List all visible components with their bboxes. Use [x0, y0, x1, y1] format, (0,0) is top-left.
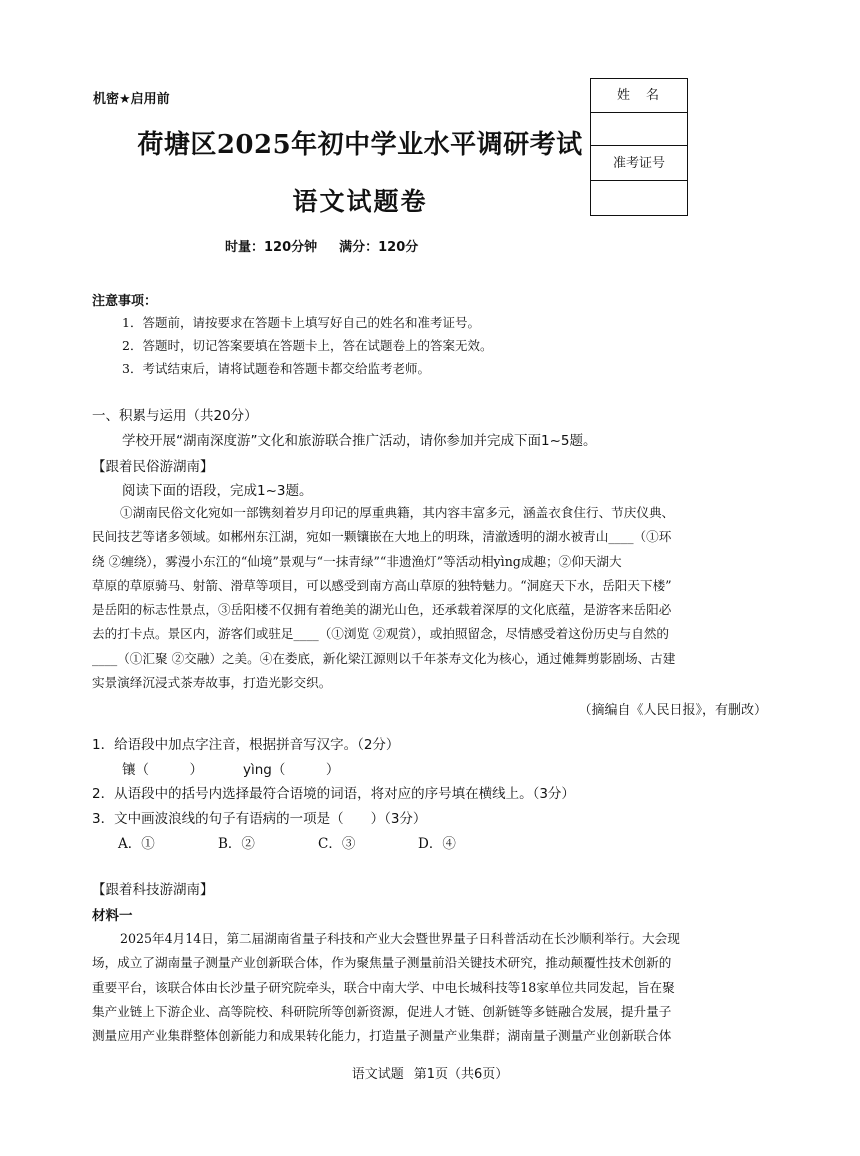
notice-heading: 注意事项：: [92, 294, 158, 309]
q1-character-blank: yìng（ ）: [243, 762, 340, 778]
passage-source: （摘编自《人民日报》，有删改）: [578, 703, 767, 718]
passage-line: 去的打卡点。景区内，游客们或驻足____（①浏览 ②观赏），或拍照留念，尽情感受着这份历史与自然的: [92, 626, 670, 642]
page-footer: [0, 1063, 860, 1082]
reading-passage: [92, 501, 772, 695]
passage-line: ____（①汇聚 ②交融）之美。④在娄底，新化梁江源则以千年茶寿文化为核心，通过傩舞剪影剧场、古建: [92, 650, 676, 666]
passage-line: 实景演绎沉浸式茶寿故事，打造光影交织。: [92, 675, 332, 691]
candidate-info-box: [590, 78, 688, 216]
question-2: 2．从语段中的括号内选择最符合语境的词语，将对应的序号填在横线上。（3分）: [92, 786, 575, 802]
material-line: 集产业链上下游企业、高等院校、科研院所等创新资源，促进人才链、创新链等多链融合发展，提升量子: [92, 1003, 672, 1019]
question-3: 3．文中画波浪线的句子有语病的一项是（ ）（3分）: [92, 811, 427, 827]
confidential-mark: 机密★启用前: [93, 92, 170, 107]
notice-item: 1．答题前，请按要求在答题卡上填写好自己的姓名和准考证号。: [122, 315, 480, 330]
time-limit: 时量：120分钟: [225, 240, 318, 255]
passage-line: 是岳阳的标志性景点，③岳阳楼不仅拥有着绝美的湖光山色，还承载着深厚的文化底蕴，是游客来岳阳必: [92, 602, 672, 618]
exam-number-field[interactable]: [591, 181, 687, 215]
notice-list: [122, 311, 492, 380]
section-heading: 一、积累与运用（共20分）: [92, 408, 258, 424]
exam-number-label: 准考证号: [591, 146, 687, 181]
material-line: 测量应用产业集群整体创新能力和成果转化能力，打造量子测量产业集群；湖南量子测量产业创新联合体: [92, 1028, 672, 1044]
passage-line: 草原的草原骑马、射箭、滑草等项目，可以感受到南方高山草原的独特魅力。“洞庭天下水，岳阳天下楼”: [92, 577, 672, 593]
option-a: A．①: [118, 836, 155, 852]
part-heading-folk: 【跟着民俗游湖南】: [92, 459, 214, 475]
option-b: B．②: [218, 836, 255, 852]
notice-item: 3．考试结束后，请将试题卷和答题卡都交给监考老师。: [122, 361, 430, 376]
section-intro: 学校开展“湖南深度游”文化和旅游联合推广活动，请你参加并完成下面1~5题。: [122, 433, 597, 449]
q1-pinyin-blank: 镶（ ）: [122, 762, 203, 778]
option-c: C．③: [318, 836, 356, 852]
material-heading: 材料一: [92, 908, 133, 924]
material-line: 2025年4月14日，第二届湖南省量子科技和产业大会暨世界量子日科普活动在长沙顺利举行。大会现: [120, 931, 680, 946]
exam-title: 荷塘区2025年初中学业水平调研考试: [137, 130, 583, 160]
material-passage: [92, 927, 772, 1048]
passage-line: ①湖南民俗文化宛如一部镌刻着岁月印记的厚重典籍，其内容丰富多元，涵盖衣食住行、节庆仪典、: [120, 505, 675, 520]
question-1: 1．给语段中加点字注音，根据拼音写汉字。（2分）: [92, 737, 400, 753]
option-d: D．④: [418, 836, 456, 852]
footer-page-number: 第1页（共6页）: [413, 1067, 509, 1082]
passage-line: 民间技艺等诸多领域。如郴州东江湖，宛如一颗镶嵌在大地上的明珠，清澈透明的湖水被青山____（①环: [92, 529, 672, 545]
part-heading-tech: 【跟着科技游湖南】: [92, 882, 214, 898]
time-score-info: [225, 236, 418, 255]
name-field[interactable]: [591, 113, 687, 146]
material-line: 场，成立了湖南量子测量产业创新联合体，作为聚焦量子测量前沿关键技术研究，推动颠覆性技术创新的: [92, 955, 672, 971]
material-line: 重要平台，该联合体由长沙量子研究院牵头，联合中南大学、中电长城科技等18家单位共同发起，旨在聚: [92, 979, 675, 995]
question-1-blanks: [122, 758, 339, 778]
question-3-options: [118, 832, 518, 852]
exam-subtitle: 语文试题卷: [292, 187, 428, 216]
read-prompt: 阅读下面的语段，完成1~3题。: [122, 483, 313, 499]
passage-line: 绕 ②缠绕），雾漫小东江的“仙境”景观与“一抹青绿”“非遗渔灯”等活动相yìng成趣；②仰天湖大: [92, 553, 622, 569]
footer-subject: 语文试题: [351, 1067, 404, 1082]
name-label: 姓名: [591, 79, 687, 113]
full-score: 满分：120分: [339, 240, 419, 255]
notice-item: 2．答题时，切记答案要填在答题卡上，答在试题卷上的答案无效。: [122, 338, 493, 353]
